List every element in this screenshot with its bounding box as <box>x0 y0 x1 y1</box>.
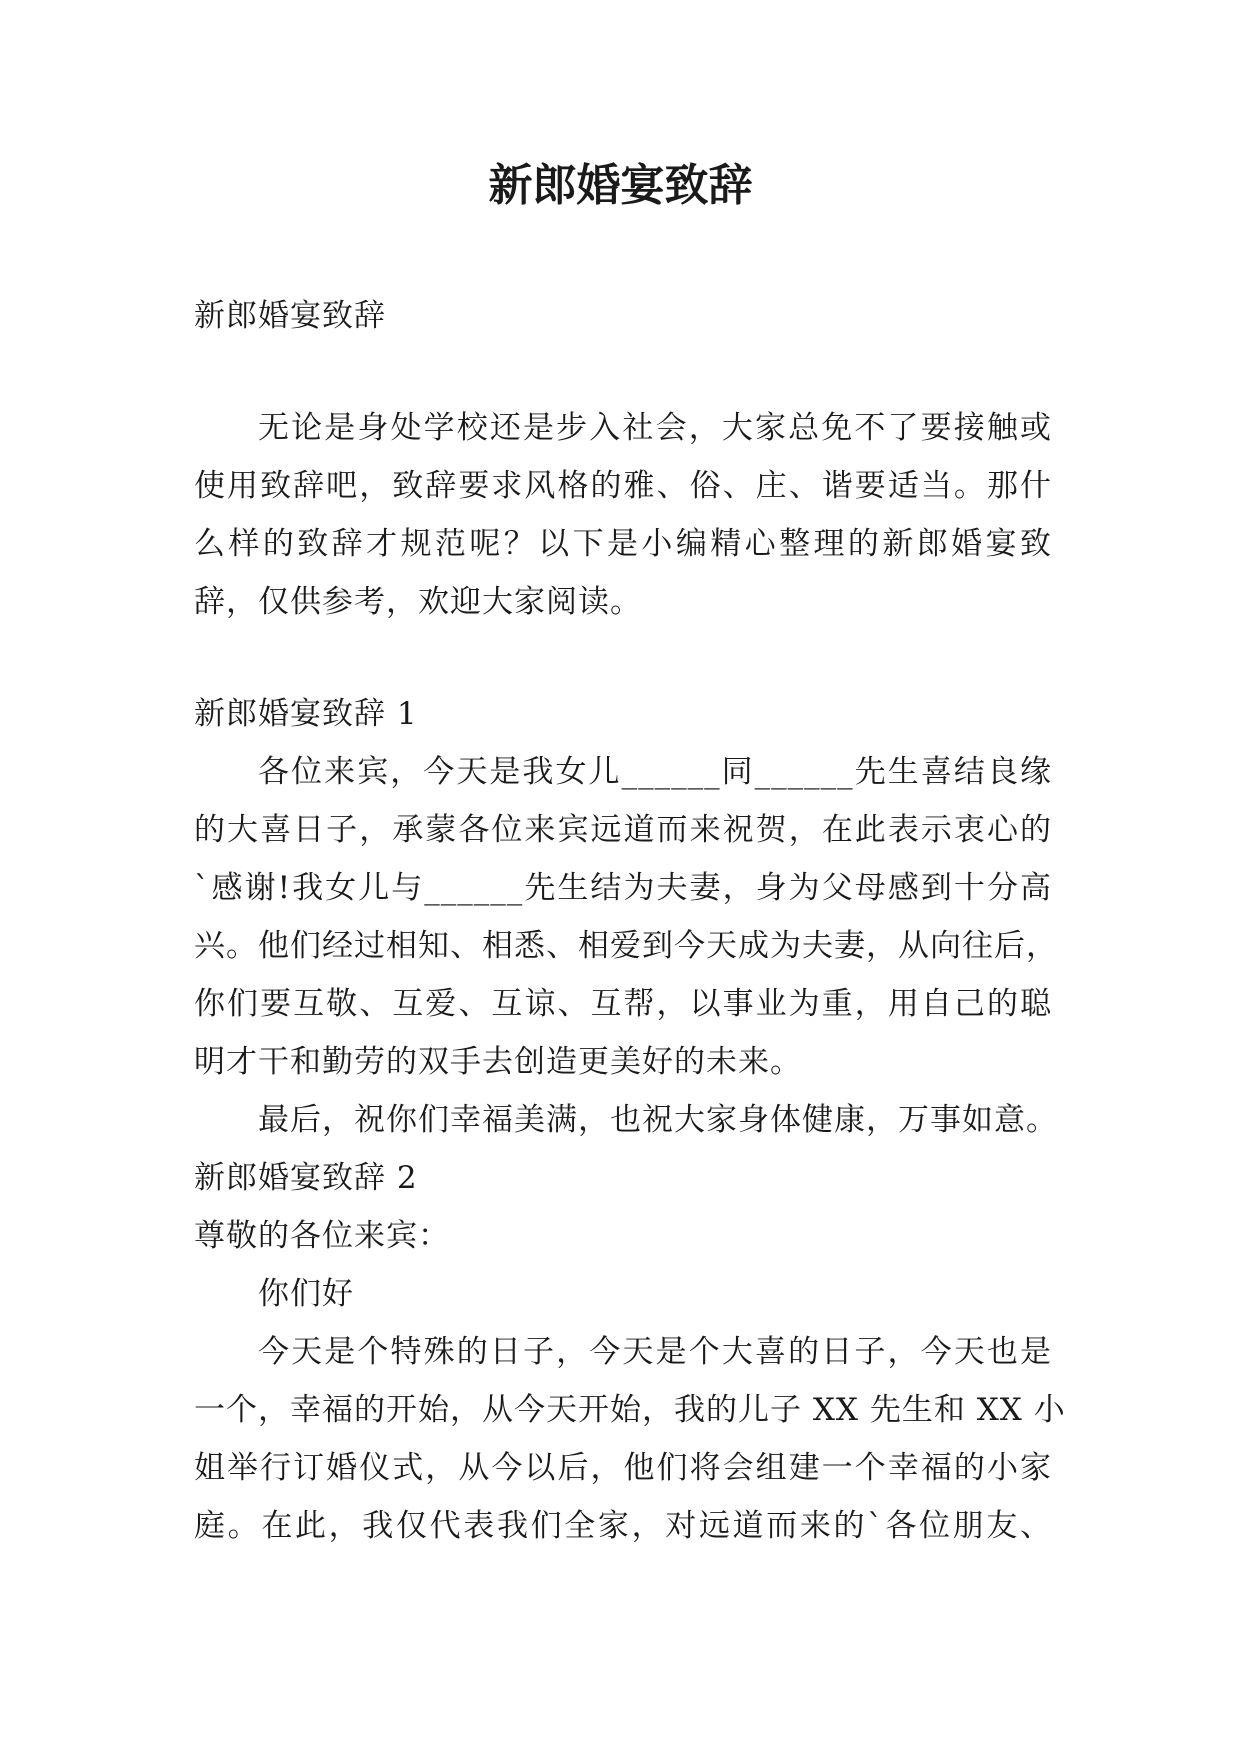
paragraph-line: 姐举行订婚仪式，从今以后，他们将会组建一个幸福的小家 <box>194 1450 1052 1486</box>
paragraph-line: 使用致辞吧，致辞要求风格的雅、俗、庄、谐要适当。那什 <box>194 468 1052 504</box>
intro-heading: 新郎婚宴致辞 <box>194 298 386 334</box>
paragraph-line: 今天是个特殊的日子，今天是个大喜的日子，今天也是 <box>258 1334 1052 1370</box>
paragraph-line: 的大喜日子，承蒙各位来宾远道而来祝贺，在此表示衷心的 <box>194 812 1052 848</box>
paragraph-line: 最后，祝你们幸福美满，也祝大家身体健康，万事如意。 <box>258 1102 1058 1138</box>
paragraph-line: 兴。他们经过相知、相悉、相爱到今天成为夫妻，从向往后， <box>194 928 1058 964</box>
paragraph-line: 辞，仅供参考，欢迎大家阅读。 <box>194 584 642 620</box>
section-heading-2: 新郎婚宴致辞 2 <box>194 1160 418 1196</box>
greeting: 你们好 <box>258 1276 354 1312</box>
paragraph-line: `感谢!我女儿与______先生结为夫妻，身为父母感到十分高 <box>194 870 1052 906</box>
paragraph-line: 无论是身处学校还是步入社会，大家总免不了要接触或 <box>258 410 1052 446</box>
paragraph-line: 一个，幸福的开始，从今天开始，我的儿子 XX 先生和 XX 小 <box>194 1392 1066 1428</box>
paragraph-line: 明才干和勤劳的双手去创造更美好的未来。 <box>194 1044 802 1080</box>
document-title: 新郎婚宴致辞 <box>488 160 753 211</box>
section-heading-1: 新郎婚宴致辞 1 <box>194 696 418 732</box>
paragraph-line: 你们要互敬、互爱、互谅、互帮，以事业为重，用自己的聪 <box>194 986 1052 1022</box>
paragraph-line: 各位来宾，今天是我女儿______同______先生喜结良缘 <box>258 754 1052 790</box>
salutation: 尊敬的各位来宾： <box>194 1218 450 1254</box>
paragraph-line: 么样的致辞才规范呢？以下是小编精心整理的新郎婚宴致 <box>194 526 1052 562</box>
paragraph-line: 庭。在此，我仅代表我们全家，对远道而来的`各位朋友、 <box>194 1508 1052 1544</box>
